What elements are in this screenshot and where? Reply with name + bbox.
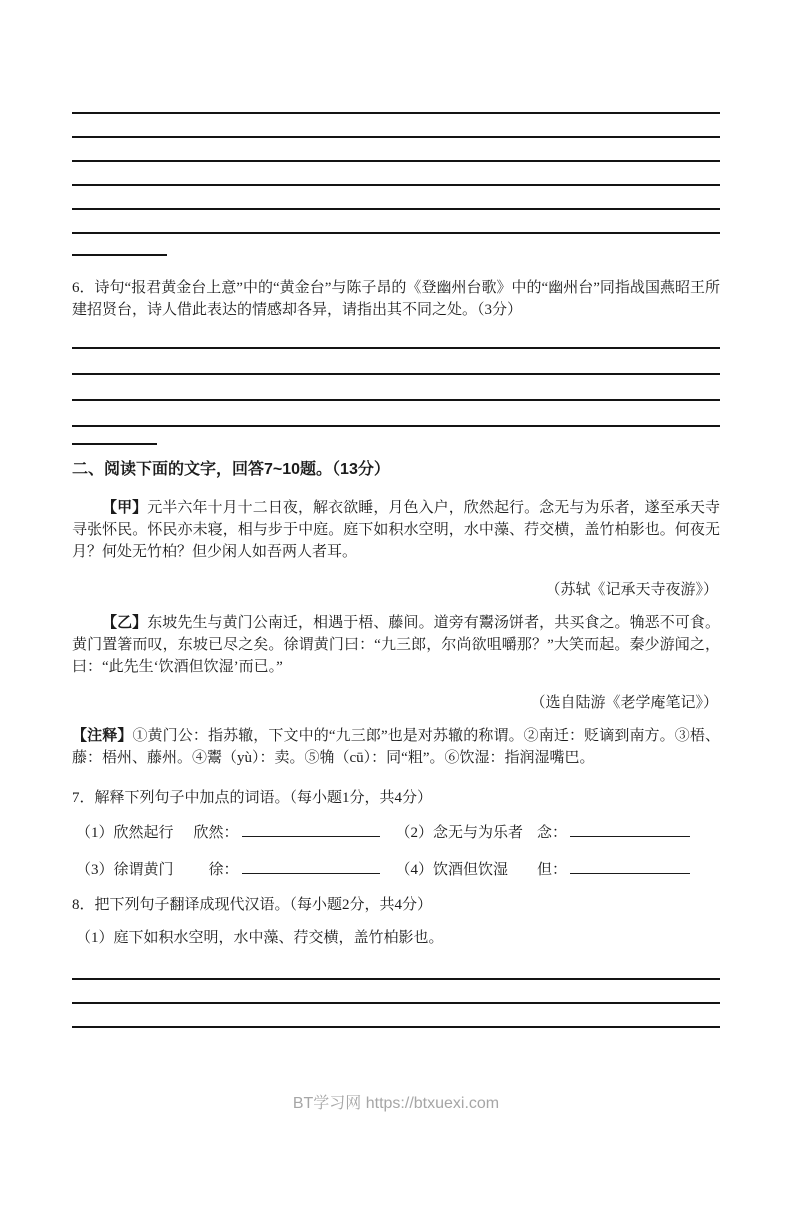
- question-7-row-1: [72, 822, 720, 844]
- question-6-text: 6．诗句“报君黄金台上意”中的“黄金台”与陈子昂的《登幽州台歌》中的“幽州台”同指战国燕昭王所建招贤台，诗人借此表达的情感却各异，请指出其不同之处。（3分）: [72, 280, 720, 318]
- q7-item-4-word: 但：: [537, 862, 568, 878]
- answer-line: [72, 1004, 720, 1028]
- q7-item-1-phrase: （1）欣然起行: [76, 825, 174, 841]
- passage-jia: [72, 497, 720, 563]
- short-answer-line: [72, 234, 167, 256]
- passage-notes: [72, 725, 720, 769]
- question-8-text: 8．把下列句子翻译成现代汉语。（每小题2分，共4分）: [72, 897, 433, 913]
- q8-sentence-1: （1）庭下如积水空明，水中藻、荇交横，盖竹柏影也。: [76, 930, 444, 946]
- answer-line: [72, 138, 720, 162]
- answer-blank: [242, 859, 380, 874]
- passage-yi-label: 【乙】: [102, 614, 148, 631]
- q7-item-3-phrase: （3）徐谓黄门: [76, 862, 174, 878]
- q7-item-1-word: 欣然：: [193, 825, 239, 841]
- section-2-heading: 二、阅读下面的文字，回答7~10题。（13分）: [72, 461, 390, 478]
- q7-item-2-phrase: （2）念无与为乐者: [395, 825, 524, 841]
- answer-line: [72, 349, 720, 375]
- q7-item-2-word: 念：: [537, 825, 568, 841]
- q7-item-4-phrase: （4）饮酒但饮湿: [395, 862, 509, 878]
- answer-line: [72, 375, 720, 401]
- answer-blank: [570, 822, 690, 837]
- passage-jia-label: 【甲】: [102, 499, 148, 516]
- answer-line: [72, 90, 720, 114]
- answer-line: [72, 186, 720, 210]
- answer-line: [72, 401, 720, 427]
- question-7-row-2: [72, 859, 720, 881]
- short-answer-line: [72, 427, 157, 445]
- answer-lines-q6: [72, 323, 720, 427]
- passage-jia-text: 元半六年十月十二日夜，解衣欲睡，月色入户，欣然起行。念无与为乐者，遂至承天寺寻张怀民。怀民亦未寝，相与步于中庭。庭下如积水空明，水中藻、荇交横，盖竹柏影也。何夜无月？何处无竹柏？但少闲人如吾两人者耳。: [72, 500, 720, 560]
- answer-blank: [242, 822, 380, 837]
- answer-line: [72, 114, 720, 138]
- answer-line: [72, 162, 720, 186]
- notes-text: ①黄门公：指苏辙，下文中的“九三郎”也是对苏辙的称谓。②南迁：贬谪到南方。③梧、藤：梧州、藤州。④鬻（yù）：卖。⑤觕（cū）：同“粗”。⑥饮湿：指润湿嘴巴。: [72, 728, 720, 766]
- answer-lines-top: [72, 90, 720, 234]
- answer-line: [72, 980, 720, 1004]
- answer-line: [72, 956, 720, 980]
- answer-lines-q8: [72, 956, 720, 1028]
- notes-label: 【注释】: [72, 727, 133, 744]
- passage-yi-source: （选自陆游《老学庵笔记》）: [530, 695, 718, 711]
- exam-page: [0, 90, 793, 1212]
- passage-yi: [72, 612, 720, 678]
- q7-item-3-word: 徐：: [208, 862, 239, 878]
- passage-jia-source: （苏轼《记承天寺夜游》）: [545, 582, 718, 598]
- answer-blank: [570, 859, 690, 874]
- answer-line: [72, 210, 720, 234]
- footer-watermark: BT学习网 https://btxuexi.com: [292, 1095, 500, 1112]
- question-7-text: 7．解释下列句子中加点的词语。（每小题1分，共4分）: [72, 790, 433, 806]
- passage-yi-text: 东坡先生与黄门公南迁，相遇于梧、藤间。道旁有鬻汤饼者，共买食之。觕恶不可食。黄门置箸而叹，东坡已尽之矣。徐谓黄门曰：“九三郎，尔尚欲咀嚼那？”大笑而起。秦少游闻之，曰：“此先生‘饮酒但饮湿’而已。”: [72, 615, 720, 675]
- answer-line: [72, 323, 720, 349]
